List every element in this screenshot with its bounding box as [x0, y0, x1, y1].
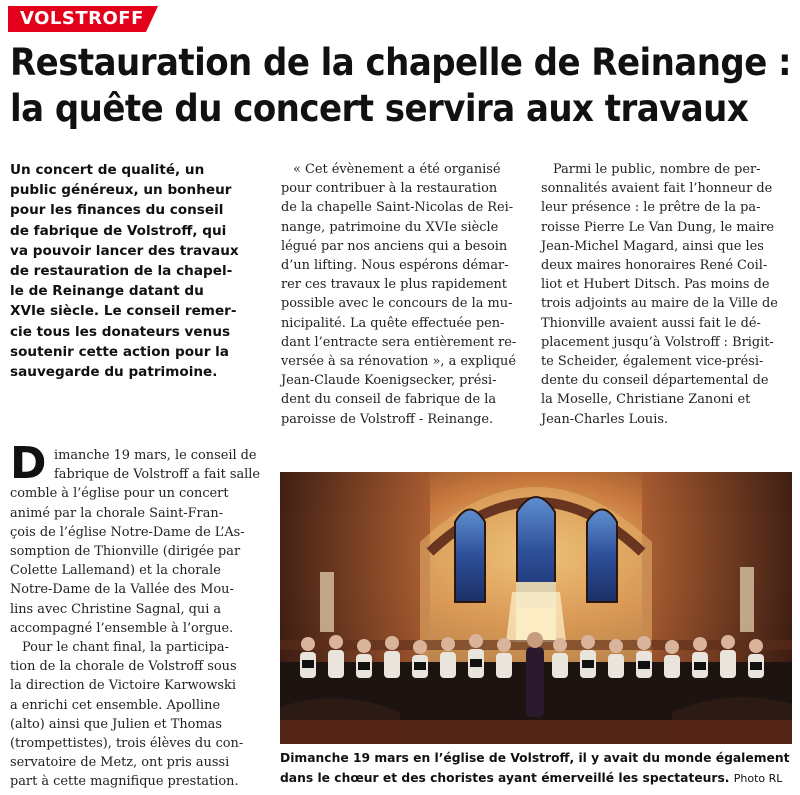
text-line: nicipalité. La quête effectuée pen-	[281, 315, 505, 331]
text-line: d’un lifting. Nous espérons démar-	[281, 258, 509, 274]
text-line: possible avec le concours de la mu-	[281, 296, 513, 312]
text-line: la direction de Victoire Karwowski	[10, 678, 236, 694]
lead-line: pour les finances du conseil	[10, 202, 224, 219]
text-line: paroisse de Volstroff - Reinange.	[281, 411, 494, 427]
text-line: accompagné l’ensemble à l’orgue.	[10, 620, 234, 636]
text-line: sonnalités avaient fait l’honneur de	[541, 181, 773, 197]
text-line: (trompettistes), trois élèves du con-	[10, 736, 244, 752]
headline-line-2: la quête du concert servira aux travaux	[10, 87, 749, 130]
text-line: Thionville avaient aussi fait le dé-	[541, 315, 761, 331]
text-line: (alto) ainsi que Julien et Thomas	[10, 716, 222, 732]
text-line: deux maires honoraires René Coil-	[541, 258, 768, 274]
lead-line: sauvegarde du patrimoine.	[10, 364, 218, 381]
section-tag-label: VOLSTROFF	[20, 8, 144, 29]
text-line: rer ces travaux le plus rapidement	[281, 277, 507, 293]
caption-line-2	[280, 768, 795, 789]
article-column-1	[10, 438, 262, 792]
lead-line: soutenir cette action pour la	[10, 343, 229, 360]
text-line: Jean-Michel Magard, ainsi que les	[541, 238, 764, 254]
text-line: liot et Hubert Ditsch. Pas moins de	[541, 277, 770, 293]
text-line: lins avec Christine Sagnal, qui a	[10, 601, 222, 617]
lead-line: XVIe siècle. Le conseil remer-	[10, 303, 237, 320]
text-line: dent du conseil de fabrique de la	[281, 392, 497, 408]
text-line: Colette Lallemand) et la chorale	[10, 563, 221, 579]
text-line: dant l’entracte sera entièrement re-	[281, 334, 517, 350]
church-choir-photo	[280, 472, 792, 744]
text-line: roisse Pierre Le Van Dung, le maire	[541, 219, 775, 235]
text-line: versée à sa rénovation », a expliqué	[281, 354, 516, 370]
text-line: Pour le chant final, la participa-	[22, 640, 229, 656]
text-line: somption de Thionville (dirigée par	[10, 544, 241, 560]
text-line: de la chapelle Saint-Nicolas de Rei-	[281, 200, 514, 216]
section-tag	[8, 6, 158, 32]
caption-text: dans le chœur et des choristes ayant émerveillé les spectateurs.	[280, 771, 730, 785]
text-line: légué par nos anciens qui a besoin	[281, 238, 508, 254]
headline-line-1: Restauration de la chapelle de Reinange :	[10, 41, 792, 84]
lead-paragraph	[10, 160, 262, 382]
text-line: leur présence : le prêtre de la pa-	[541, 200, 761, 216]
text-line: part à cette magnifique prestation.	[10, 774, 239, 790]
article-column-3	[541, 160, 793, 429]
lead-line: Un concert de qualité, un	[10, 162, 205, 178]
text-line: placement jusqu’à Volstroff : Brigit-	[541, 334, 774, 350]
text-line: imanche 19 mars, le conseil de	[54, 448, 257, 463]
drop-cap: D	[10, 438, 47, 489]
text-line: animé par la chorale Saint-Fran-	[10, 505, 224, 521]
photo-credit: Photo RL	[733, 772, 783, 785]
text-line: a enrichi cet ensemble. Apolline	[10, 697, 221, 713]
headline	[10, 40, 795, 132]
text-line: servatoire de Metz, ont pris aussi	[10, 755, 230, 771]
text-line: dente du conseil départemental de	[541, 373, 769, 389]
text-line: tion de la chorale de Volstroff sous	[10, 659, 237, 675]
text-line: « Cet évènement a été organisé	[293, 162, 501, 177]
photo-caption	[280, 748, 795, 789]
lead-line: de fabrique de Volstroff, qui	[10, 222, 227, 239]
text-line: trois adjoints au maire de la Ville de	[541, 296, 778, 312]
lead-line: va pouvoir lancer des travaux	[10, 242, 239, 259]
lead-line: public généreux, un bonheur	[10, 182, 232, 199]
church-choir-illustration	[280, 472, 792, 744]
lead-line: le de Reinange datant du	[10, 283, 204, 300]
caption-line-1: Dimanche 19 mars en l’église de Volstroff, il y avait du monde également	[280, 751, 790, 765]
text-line: Jean-Claude Koenigsecker, prési-	[281, 373, 497, 389]
text-line: pour contribuer à la restauration	[281, 181, 498, 197]
text-line: comble à l’église pour un concert	[10, 486, 229, 502]
lead-line: cie tous les donateurs venus	[10, 323, 231, 340]
lead-line: de restauration de la chapel-	[10, 263, 233, 280]
article-column-2	[281, 160, 529, 429]
text-line: la Moselle, Christiane Zanoni et	[541, 392, 751, 408]
text-line: Parmi le public, nombre de per-	[553, 162, 761, 177]
text-line: Jean-Charles Louis.	[541, 411, 669, 427]
text-line: Notre-Dame de la Vallée des Mou-	[10, 582, 234, 598]
text-line: nange, patrimoine du XVIe siècle	[281, 219, 499, 235]
text-line: fabrique de Volstroff a fait salle	[54, 467, 261, 483]
text-line: te Scheider, également vice-prési-	[541, 354, 764, 370]
text-line: çois de l’église Notre-Dame de L’As-	[10, 524, 245, 540]
